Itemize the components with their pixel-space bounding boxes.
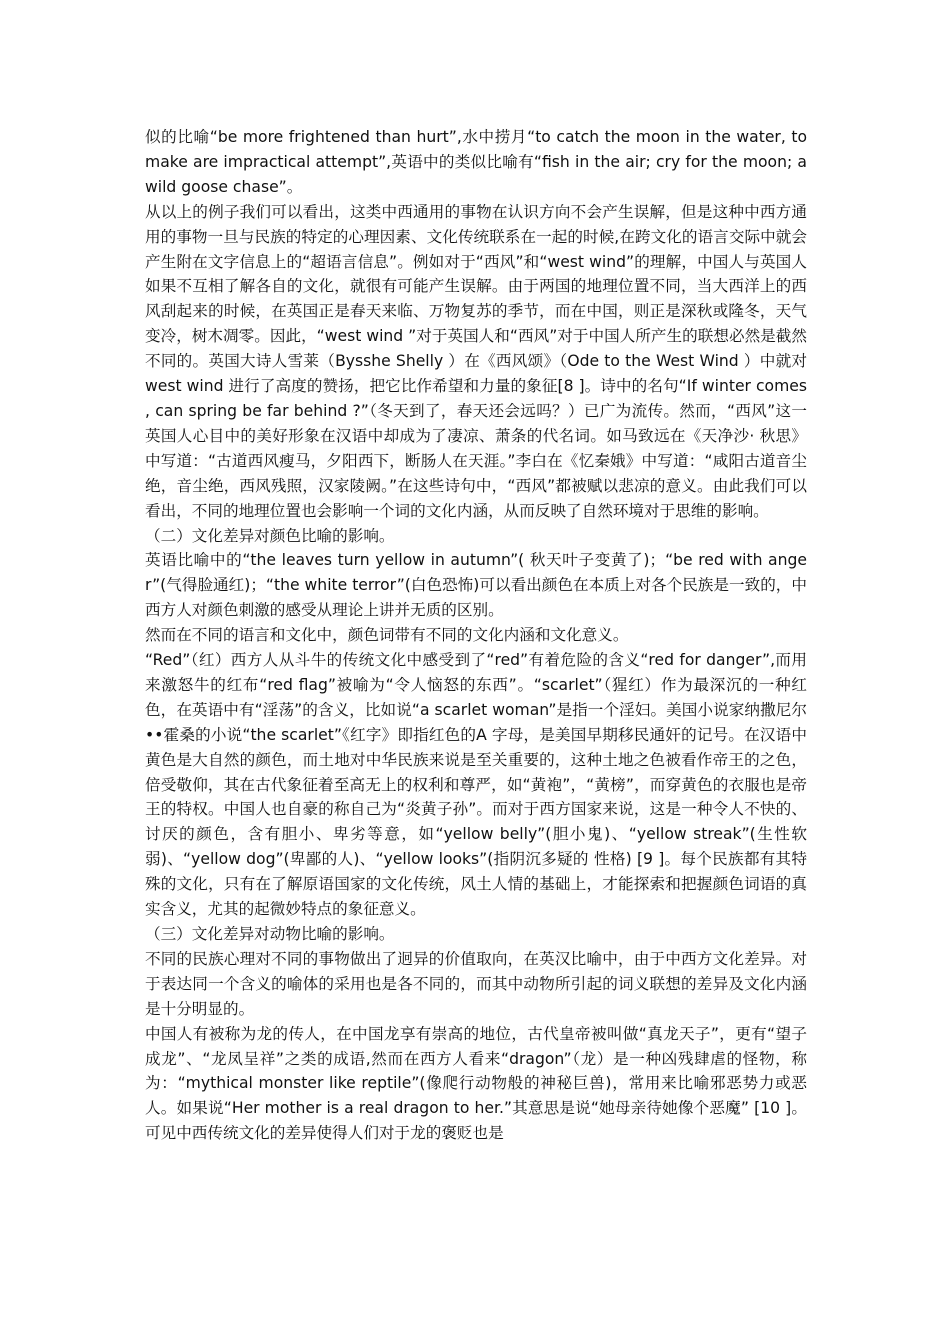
paragraph-color-meaning: 然而在不同的语言和文化中，颜色词带有不同的文化内涵和文化意义。 (145, 626, 629, 645)
paragraph-dragon: 中国人有被称为龙的传人，在中国龙享有崇高的地位，古代皇帝被叫做“真龙天子”，更有“望子成龙”、“龙凤呈祥”之类的成语,然而在西方人看来“dragon”（龙）是一种凶残肆虐的怪物，称为：“mythical monster like reptile”(像爬行动物般的神秘巨兽)，常用来比喻邪恶势力或恶人。如果说“Her mother is a real dragon to her.”其意思是说“她母亲待她像个恶魔” [10 ]。可见中西传统文化的差异使得人们对于龙的褒贬也是 (145, 1024, 807, 1143)
paragraph-red-yellow: “Red”（红）西方人从斗牛的传统文化中感受到了“red”有着危险的含义“red for danger”,而用来激怒牛的红布“red flag”被喻为“令人恼怒的东西”。“scarlet”（猩红）作为最深沉的一种红色，在英语中有“淫荡”的含义，比如说“a scarlet woman”是指一个淫妇。美国小说家纳撒尼尔••霍桑的小说“the scarlet”《红字》即指红色的A 字母，是美国早期移民通奸的记号。在汉语中黄色是大自然的颜色，而土地对中华民族来说是至关重要的，这种土地之色被看作帝王的之色，倍受敬仰，其在古代象征着至高无上的权利和尊严，如“黄袍”，“黄榜”，而穿黄色的衣服也是帝王的特权。中国人也自豪的称自己为“炎黄子孙”。而对于西方国家来说，这是一种令人不快的、讨厌的颜色，含有胆小、卑劣等意，如“yellow belly”(胆小鬼)、“yellow streak”(生性软弱)、“yellow dog”(卑鄙的人)、“yellow looks”(指阴沉多疑的 性格) [9 ]。每个民族都有其特殊的文化，只有在了解原语国家的文化传统，风土人情的基础上，才能探索和把握颜色词语的真实含义，尤其的起微妙特点的象征意义。 (145, 651, 807, 919)
paragraph-idiom-examples: 似的比喻“be more frightened than hurt”,水中捞月“to catch the moon in the water, to make are impractical attempt”,英语中的类似比喻有“fish in the air; cry for the moon; a wild goose chase”。 (145, 128, 807, 196)
document-body (145, 125, 807, 1146)
paragraph-color-intro: 英语比喻中的“the leaves turn yellow in autumn”( 秋天叶子变黄了)；“be red with anger”(气得脸通红)；“the white terror”(白色恐怖)可以看出颜色在本质上对各个民族是一致的，中西方人对颜色刺激的感受从理论上讲并无质的区别。 (145, 551, 807, 620)
section-heading-animal: （三）文化差异对动物比喻的影响。 (145, 925, 395, 943)
paragraph-animal-intro: 不同的民族心理对不同的事物做出了迥异的价值取向，在英汉比喻中，由于中西方文化差异。对于表达同一个含义的喻体的采用也是各不同的，而其中动物所引起的词义联想的差异及文化内涵是十分明显的。 (145, 949, 807, 1018)
section-heading-color: （二）文化差异对颜色比喻的影响。 (145, 526, 395, 545)
paragraph-west-wind: 从以上的例子我们可以看出，这类中西通用的事物在认识方向不会产生误解，但是这种中西方通用的事物一旦与民族的特定的心理因素、文化传统联系在一起的时候,在跨文化的语言交际中就会产生附在文字信息上的“超语言信息”。例如对于“西风”和“west wind”的理解，中国人与英国人如果不互相了解各自的文化，就很有可能产生误解。由于两国的地理位置不同，当大西洋上的西风刮起来的时候，在英国正是春天来临、万物复苏的季节，而在中国，则正是深秋或隆冬，天气变冷，树木凋零。因此，“west wind ”对于英国人和“西风”对于中国人所产生的联想必然是截然不同的。英国大诗人雪莱（Bysshe Shelly ）在《西风颂》（Ode to the West Wind ）中就对west wind 进行了高度的赞扬，把它比作希望和力量的象征[8 ]。诗中的名句“If winter comes , can spring be far behind ?”（冬天到了，春天还会远吗？）已广为流传。然而，“西风”这一英国人心目中的美好形象在汉语中却成为了凄凉、萧条的代名词。如马致远在《天净沙· 秋思》中写道：“古道西风瘦马，夕阳西下，断肠人在天涯。”李白在《忆秦娥》中写道：“咸阳古道音尘绝，音尘绝，西风残照，汉家陵阙。”在这些诗句中，“西风”都被赋以悲凉的意义。由此我们可以看出，不同的地理位置也会影响一个词的文化内涵，从而反映了自然环境对于思维的影响。 (145, 202, 807, 520)
